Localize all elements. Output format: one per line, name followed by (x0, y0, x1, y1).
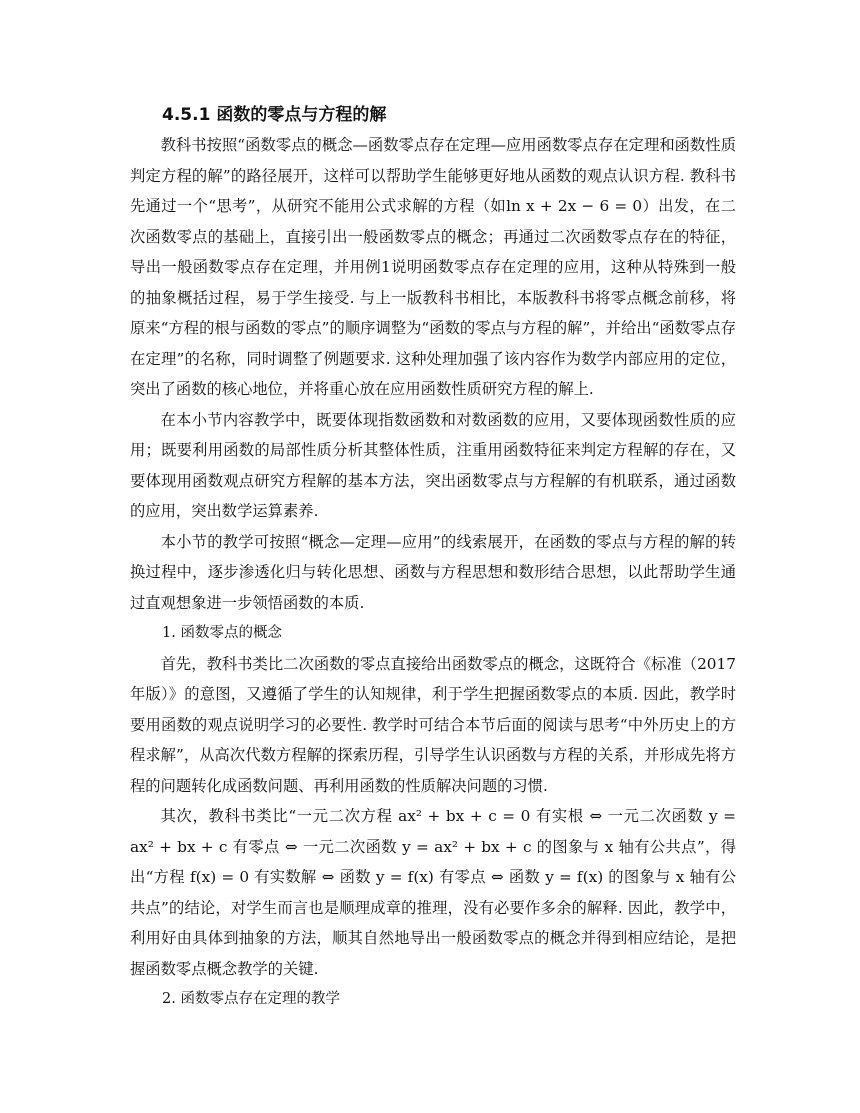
paragraph-intro: 教科书按照“函数零点的概念—函数零点存在定理—应用函数零点存在定理和函数性质判定方程的解”的路径展开，这样可以帮助学生能够更好地从函数的观点认识方程. 教科书先通过一个“思考”，从研究不能用公式求解的方程（如ln x + 2x − 6 = 0）出发，在二次函数零点的基础上，直接引出一般函数零点的概念；再通过二次函数零点存在的特征，导出一般函数零点存在定理，并用例1说明函数零点存在定理的应用，这种从特殊到一般的抽象概括过程，易于学生接受. 与上一版教科书相比，本版教科书将零点概念前移，将原来“方程的根与函数的零点”的顺序调整为“函数的零点与方程的解”，并给出“函数零点存在定理”的名称，同时调整了例题要求. 这种处理加强了该内容作为数学内部应用的定位，突出了函数的核心地位，并将重心放在应用函数性质研究方程的解上. (130, 136, 736, 398)
subsection-title-zero-concept: 1. 函数零点的概念 (162, 625, 282, 641)
document-page (130, 100, 736, 1015)
section-title: 4.5.1 函数的零点与方程的解 (162, 105, 387, 125)
paragraph-second: 其次，教科书类比“一元二次方程 ax² + bx + c = 0 有实根 ⇔ 一元二次函数 y = ax² + bx + c 有零点 ⇔ 一元二次函数 y = ax² + bx + c 的图象与 x 轴有公共点”，得出“方程 f(x) = 0 有实数解 ⇔ 函数 y = f(x) 有零点 ⇔ 函数 y = f(x) 的图象与 x 轴有公共点”的结论，对学生而言也是顺理成章的推理，没有必要作多余的解释. 因此，教学中，利用好由具体到抽象的方法，顺其自然地导出一般函数零点的概念并得到相应结论，是把握函数零点概念教学的关键. (130, 807, 736, 978)
paragraph-first: 首先，教科书类比二次函数的零点直接给出函数零点的概念，这既符合《标准（2017年版）》的意图，又遵循了学生的认知规律，利于学生把握函数零点的本质. 因此，教学时要用函数的观点说明学习的必要性. 教学时可结合本节后面的阅读与思考“中外历史上的方程求解”，从高次代数方程解的探索历程，引导学生认识函数与方程的关系，并形成先将方程的问题转化成函数问题、再利用函数的性质解决问题的习惯. (130, 654, 736, 795)
paragraph-teaching-goals: 在本小节内容教学中，既要体现指数函数和对数函数的应用，又要体现函数性质的应用；既要利用函数的局部性质分析其整体性质，注重用函数特征来判定方程解的存在，又要体现用函数观点研究方程解的基本方法，突出函数零点与方程解的有机联系，通过函数的应用，突出数学运算素养. (130, 410, 736, 520)
paragraph-teaching-thread: 本小节的教学可按照“概念—定理—应用”的线索展开，在函数的零点与方程的解的转换过程中，逐步渗透化归与转化思想、函数与方程思想和数形结合思想，以此帮助学生通过直观想象进一步领悟函数的本质. (130, 532, 736, 612)
subsection-title-zero-theorem: 2. 函数零点存在定理的教学 (162, 991, 340, 1007)
